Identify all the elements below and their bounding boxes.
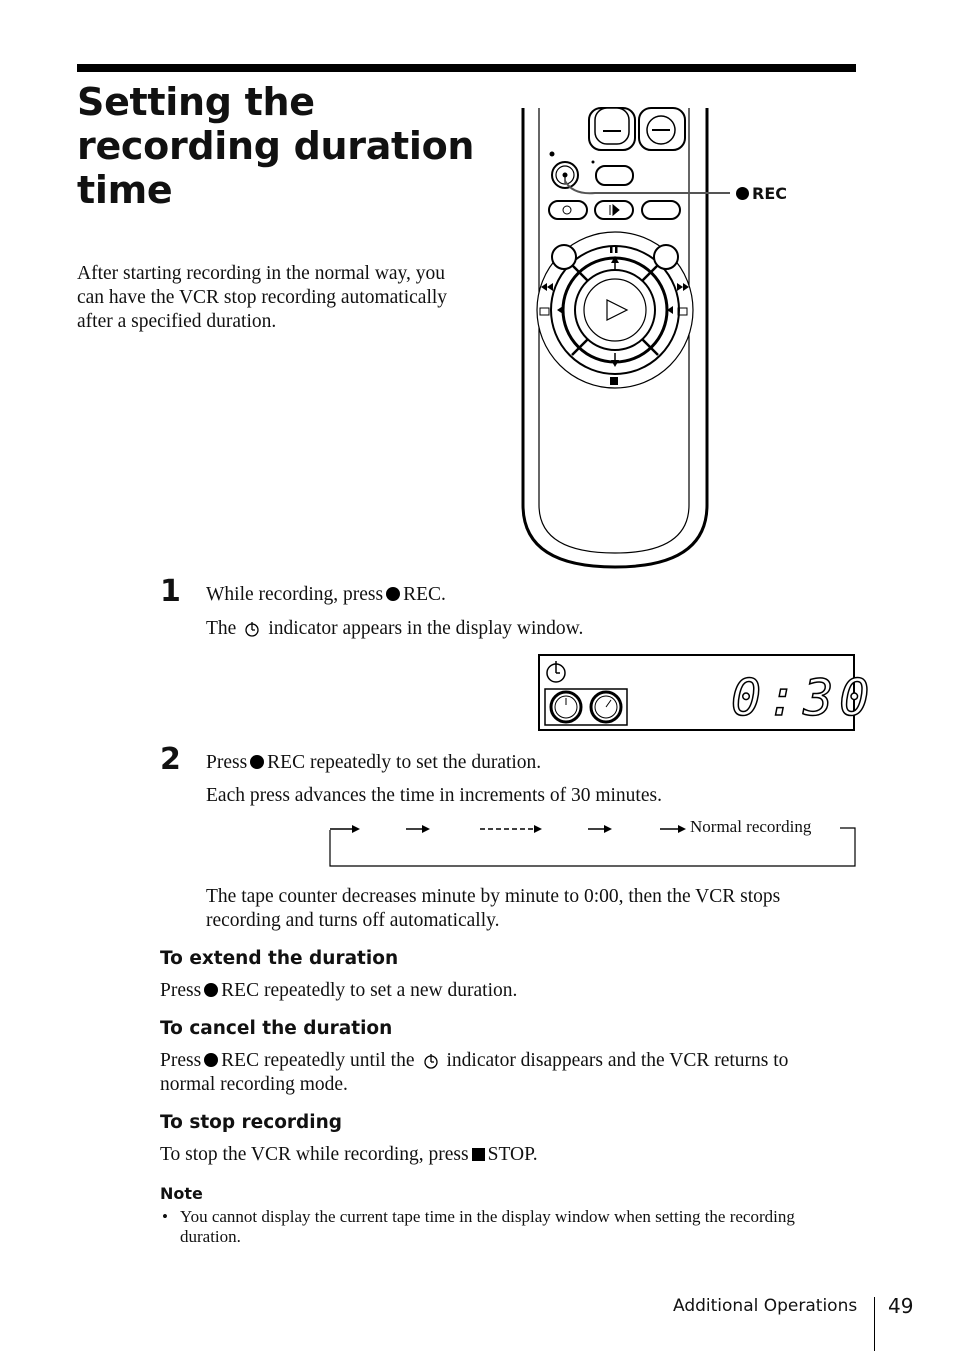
stop-heading: To stop recording xyxy=(160,1112,343,1133)
rec-dot-icon xyxy=(736,187,749,200)
footer-divider xyxy=(874,1297,875,1351)
intro-paragraph: After starting recording in the normal way, you can have the VCR stop recording automatically after a specified duration. xyxy=(77,263,448,332)
step-2-press: Press xyxy=(206,752,248,773)
stop-pre: To stop the VCR while recording, press xyxy=(160,1144,469,1165)
step-2-line-2: Each press advances the time in increments of 30 minutes. xyxy=(206,785,662,806)
display-window xyxy=(538,654,876,731)
step-1-line-1 xyxy=(206,583,846,607)
rec-callout-label xyxy=(736,184,787,203)
stop-square-icon xyxy=(472,1148,485,1161)
step-1-indicator-text: indicator appears in the display window. xyxy=(268,618,584,639)
page-number: 49 xyxy=(888,1294,914,1318)
rec-dot-icon xyxy=(204,983,218,997)
display-time: 0:30 xyxy=(731,669,876,727)
timer-clock-icon xyxy=(544,660,568,684)
extend-heading: To extend the duration xyxy=(160,948,399,969)
note-text: You cannot display the current tape time in the display window when setting the recording duration. xyxy=(180,1207,795,1246)
note-heading: Note xyxy=(160,1184,203,1203)
rec-callout-text: REC xyxy=(752,184,787,203)
step-2-line-3: The tape counter decreases minute by minute to 0:00, then the VCR stops recording and turns off automatically. xyxy=(206,886,781,931)
rec-dot-icon xyxy=(204,1053,218,1067)
step-2-text: REC repeatedly to set the duration. xyxy=(267,752,542,773)
step-1-text: While recording, press xyxy=(206,584,384,605)
top-rule xyxy=(77,64,856,72)
cancel-press: Press xyxy=(160,1050,202,1071)
stop-post: STOP. xyxy=(487,1144,538,1165)
rec-dot-icon xyxy=(250,755,264,769)
sequence-normal-recording: Normal recording xyxy=(690,817,812,836)
remote-control-illustration xyxy=(515,105,805,575)
timer-clock-icon xyxy=(244,621,260,637)
stop-text xyxy=(160,1143,850,1167)
cancel-rest: indicator disappears and the VCR returns to normal recording mode. xyxy=(160,1050,789,1095)
step-1-text-rec: REC. xyxy=(403,584,446,605)
cancel-heading: To cancel the duration xyxy=(160,1018,393,1039)
extend-press: Press xyxy=(160,980,202,1001)
step-2-number: 2 xyxy=(160,742,181,777)
timer-clock-icon xyxy=(423,1053,439,1069)
step-1-line-2 xyxy=(206,617,846,641)
footer-section: Additional Operations xyxy=(673,1296,858,1316)
step-2-line-1 xyxy=(206,751,846,775)
cancel-mid: REC repeatedly until the xyxy=(221,1050,415,1071)
note-bullet: • xyxy=(162,1207,168,1226)
rec-dot-icon xyxy=(386,587,400,601)
extend-text xyxy=(160,979,850,1003)
step-1-the: The xyxy=(206,618,237,639)
page-title: Setting the recording duration time xyxy=(77,80,475,212)
extend-rest: REC repeatedly to set a new duration. xyxy=(221,980,518,1001)
cancel-text xyxy=(160,1049,820,1097)
tape-reels-icon xyxy=(544,688,628,726)
step-1-number: 1 xyxy=(160,574,181,609)
